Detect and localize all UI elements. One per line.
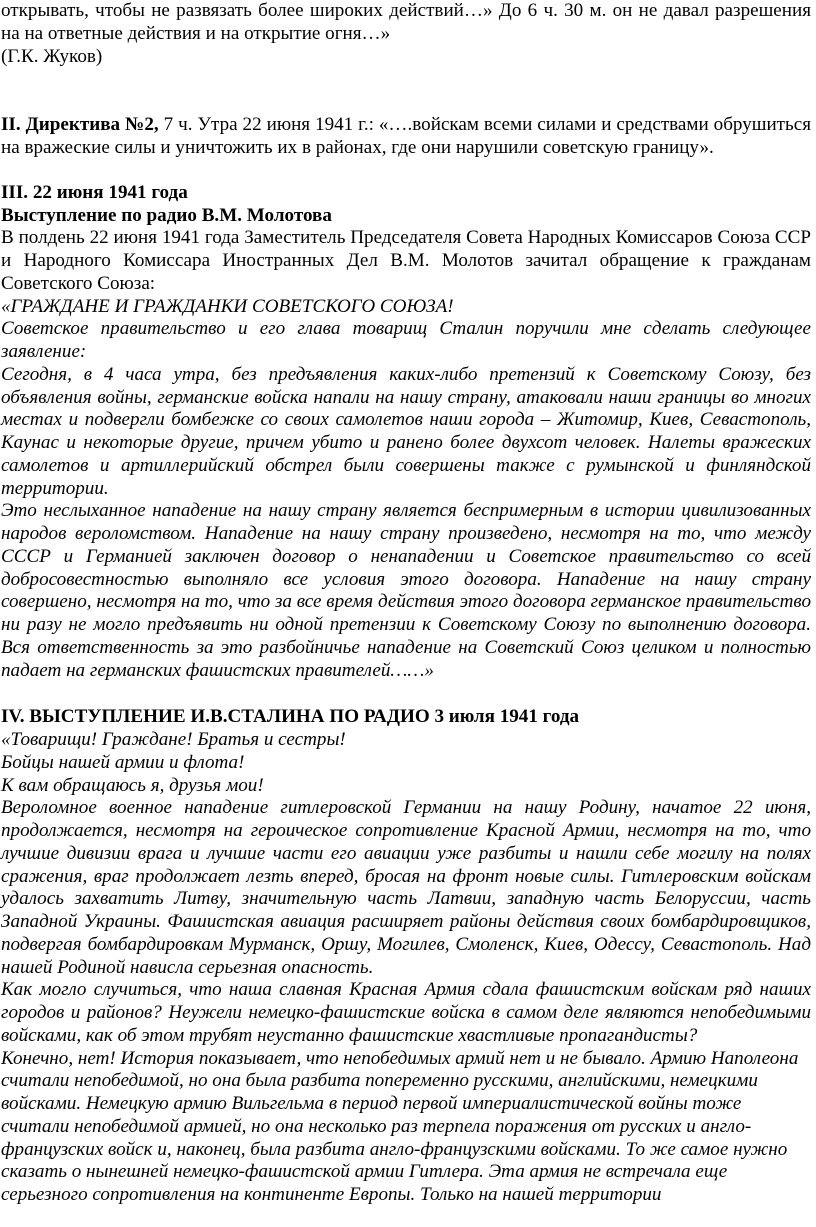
section-3-heading: III. 22 июня 1941 года — [1, 181, 188, 203]
molotov-intro: В полдень 22 июня 1941 года Заместитель Председателя Совета Народных Комиссаров Союза ССР и Народного Комиссара Иностранных Дел В.М. Молотов зачитал обращение к гражданам Советского Союза: — [1, 227, 811, 294]
stalin-paragraph-1: Вероломное военное нападение гитлеровской Германии на нашу Родину, начатое 22 июня, продолжается, несмотря на героическое сопротивление Красной Армии, несмотря на то, что лучшие дивизии врага и лучшие части его авиации уже разбиты и нашли себе могилу на полях сражения, враг продолжает лезть вперед, бросая на фронт новые силы. Гитлеровским войскам удалось захватить Литву, значительную часть Латвии, западную часть Белоруссии, часть Западной Украины. Фашистская авиация расширяет районы действия своих бомбардировщиков, подвергая бомбардировкам Мурманск, Оршу, Могилев, Смоленск, Киев, Одессу, Севастополь. Над нашей Родиной нависла серьезная опасность. — [1, 797, 811, 978]
zhukov-attribution: (Г.К. Жуков) — [1, 45, 103, 67]
spacer — [1, 160, 811, 182]
stalin-greeting-line-1: «Товарищи! Граждане! Братья и сестры! — [1, 729, 346, 750]
directive-2-heading: II. Директива №2, — [1, 114, 159, 136]
stalin-greeting-line-3: К вам обращаюсь я, друзья мои! — [1, 774, 264, 796]
stalin-speech-heading: IV. ВЫСТУПЛЕНИЕ И.В.СТАЛИНА ПО РАДИО 3 июля 1941 года — [1, 706, 580, 728]
spacer — [1, 68, 811, 114]
directive-2-text: 7 ч. Утра 22 июня 1941 г.: «….войскам всеми силами и средствами обрушиться на вражеские силы и уничтожить их в районах, где они нарушили советскую границу». — [1, 114, 811, 158]
spacer — [1, 682, 811, 706]
stalin-paragraph-3: Конечно, нет! История показывает, что непобедимых армий нет и не бывало. Армию Наполеона считали непобедимой, но она была разбита попеременно русскими, английскими, немецкими войсками. Немецкую армию Вильгельма в период первой империалистической войны тоже считали непобедимой армией, но она несколько раз терпела поражения от русских и англо-французских войск и, наконец, была разбита англо-французскими войсками. То же самое нужно сказать о нынешней немецко-фашистской армии Гитлера. Эта армия не встречала еще серьезного сопротивления на континенте Европы. Только на нашей территории — [1, 1047, 799, 1205]
molotov-address: «ГРАЖДАНЕ И ГРАЖДАНКИ СОВЕТСКОГО СОЮЗА! — [1, 295, 454, 317]
stalin-paragraph-2: Как могло случиться, что наша славная Красная Армия сдала фашистским войскам ряд наших городов и районов? Неужели немецко-фашистские войска в самом деле являются непобедимыми войсками, как об этом трубят неустанно фашистские хвастливые пропагандисты? — [1, 979, 811, 1046]
molotov-paragraph-3: Это неслыханное нападение на нашу страну является беспримерным в истории цивилизованных народов вероломством. Нападение на нашу страну произведено, несмотря на то, что между СССР и Германией заключен договор о ненападении и Советское правительство со всей добросовестностью выполняло все условия этого договора. Нападение на нашу страну совершено, несмотря на то, что за все время действия этого договора германское правительство ни разу не могло предъявить ни одной претензии к Советскому Союзу по выполнению договора. Вся ответственность за это разбойничье нападение на Советский Союз целиком и полностью падает на германских фашистских правителей……» — [1, 500, 811, 681]
zhukov-quote-end: открывать, чтобы не развязать более широких действий…» До 6 ч. 30 м. он не давал разрешения на на ответные действия и на открытие огня…» — [1, 0, 811, 44]
stalin-greeting-line-2: Бойцы нашей армии и флота! — [1, 751, 245, 773]
molotov-paragraph-2: Сегодня, в 4 часа утра, без предъявления каких-либо претензий к Советскому Союзу, без объявления войны, германские войска напали на нашу страну, атаковали наши границы во многих местах и подвергли бомбежке со своих самолетов наши города – Житомир, Киев, Севастополь, Каунас и некоторые другие, причем убито и ранено более двухсот человек. Налеты вражеских самолетов и артиллерийский обстрел были совершены также с румынской и финляндской территории. — [1, 363, 811, 499]
directive-2-paragraph — [1, 114, 811, 160]
molotov-speech-heading: Выступление по радио В.М. Молотова — [1, 204, 332, 226]
molotov-paragraph-1: Советское правительство и его глава товарищ Сталин поручили мне сделать следующее заявление: — [1, 318, 811, 362]
